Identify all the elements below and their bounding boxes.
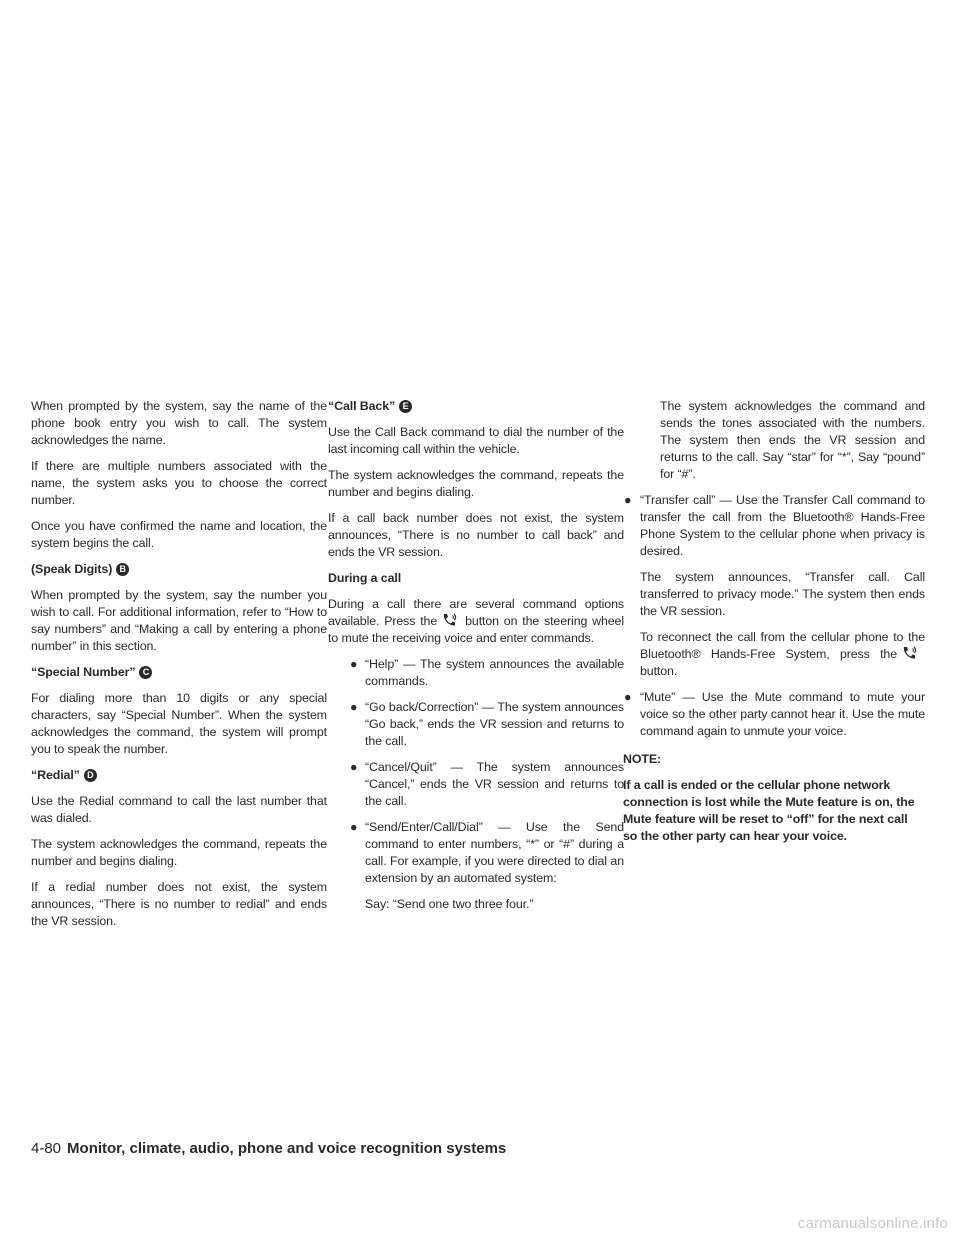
heading-redial	[31, 767, 327, 784]
paragraph-indented: Say: “Send one two three four.”	[365, 897, 534, 911]
text: To reconnect the call from the cellular phone to the Bluetooth® Hands-Free System, press the	[640, 630, 925, 661]
paragraph: If there are multiple numbers associated with the name, the system asks you to choose the correct number.	[31, 459, 327, 507]
chapter-title: Monitor, climate, audio, phone and voice recognition systems	[67, 1140, 507, 1157]
heading-text: “Call Back”	[328, 399, 396, 413]
paragraph-indented: The system acknowledges the command and sends the tones associated with the numbers. The system then ends the VR session and returns to the call. Say “star” for “*”, Say “pound” for “#”.	[660, 399, 925, 481]
column-right	[623, 398, 925, 845]
paragraph: For dialing more than 10 digits or any special characters, say “Special Number”. When the system acknowledges the command, the system will prompt you to speak the number.	[31, 691, 327, 756]
list-item	[623, 689, 925, 740]
list-item	[328, 699, 624, 750]
list-item-text: “Help” — The system announces the available commands.	[365, 657, 624, 688]
paragraph: Use the Redial command to call the last number that was dialed.	[31, 794, 327, 825]
text: button on the steering wheel to mute the receiving voice and enter commands.	[328, 614, 624, 645]
column-left	[31, 398, 327, 939]
bullet: ●	[350, 760, 358, 774]
heading-text: (Speak Digits)	[31, 562, 113, 576]
list-item-text: “Cancel/Quit” — The system announces “Cancel,” ends the VR session and returns to the call.	[365, 760, 624, 808]
column-middle	[328, 398, 624, 922]
paragraph: Use the Call Back command to dial the number of the last incoming call within the vehicle.	[328, 425, 624, 456]
bullet: ●	[350, 700, 358, 714]
note-heading: NOTE:	[623, 752, 662, 766]
page-footer	[31, 1139, 506, 1159]
callout-letter-icon: B	[116, 563, 129, 576]
callout-letter-icon: E	[399, 400, 412, 413]
list-item-text: “Transfer call” — Use the Transfer Call command to transfer the call from the Bluetooth® Hands-Free Phone System to the cellular phone when privacy is desired.	[640, 493, 925, 558]
phone-talk-icon	[901, 646, 919, 660]
note-body: If a call is ended or the cellular phone network connection is lost while the Mute feature is on, the Mute feature will be reset to “off” for the next call so the other party can hear your voice.	[623, 778, 915, 843]
paragraph: If a call back number does not exist, the system announces, “There is no number to call back” and ends the VR session.	[328, 511, 624, 559]
callout-letter-icon: D	[84, 769, 97, 782]
paragraph: Once you have confirmed the name and location, the system begins the call.	[31, 519, 327, 550]
text: During a call there are several command options available. Press the	[328, 597, 624, 628]
paragraph: When prompted by the system, say the number you wish to call. For additional information, refer to “How to say numbers” and “Making a call by entering a phone number” in this section.	[31, 588, 327, 653]
list-item	[328, 759, 624, 810]
page-number: 4-80	[31, 1140, 62, 1157]
paragraph-indented: The system announces, “Transfer call. Call transferred to privacy mode.” The system then ends the VR session.	[640, 570, 925, 618]
callout-letter-icon: C	[139, 666, 152, 679]
watermark: carmanualsonline.info	[797, 1215, 948, 1232]
heading-special-number	[31, 664, 327, 681]
bullet: ●	[624, 690, 632, 704]
bullet: ●	[350, 657, 358, 671]
heading-text: “Redial”	[31, 768, 80, 782]
bullet: ●	[350, 820, 358, 834]
paragraph: The system acknowledges the command, repeats the number and begins dialing.	[31, 837, 327, 868]
phone-talk-icon	[441, 613, 459, 627]
heading-during-a-call: During a call	[328, 571, 402, 585]
bullet: ●	[624, 493, 632, 507]
list-item-text: “Go back/Correction” — The system announces “Go back,” ends the VR session and returns to the call.	[365, 700, 624, 748]
paragraph: When prompted by the system, say the name of the phone book entry you wish to call. The system acknowledges the name.	[31, 399, 327, 447]
heading-call-back	[328, 398, 624, 415]
list-item	[328, 656, 624, 690]
text: button.	[640, 664, 678, 678]
list-item-text: “Mute” — Use the Mute command to mute your voice so the other party cannot hear it. Use the mute command again to unmute your voice.	[640, 690, 925, 738]
paragraph	[328, 596, 624, 647]
list-item	[328, 819, 624, 887]
paragraph: If a redial number does not exist, the system announces, “There is no number to redial” and ends the VR session.	[31, 880, 327, 928]
list-item-text: “Send/Enter/Call/Dial” — Use the Send command to enter numbers, “*” or “#” during a call. For example, if you were directed to dial an extension by an automated system:	[365, 820, 624, 885]
list-item	[623, 492, 925, 560]
heading-text: “Special Number”	[31, 665, 136, 679]
paragraph: The system acknowledges the command, repeats the number and begins dialing.	[328, 468, 624, 499]
paragraph-indented	[623, 629, 925, 680]
heading-speak-digits	[31, 561, 327, 578]
